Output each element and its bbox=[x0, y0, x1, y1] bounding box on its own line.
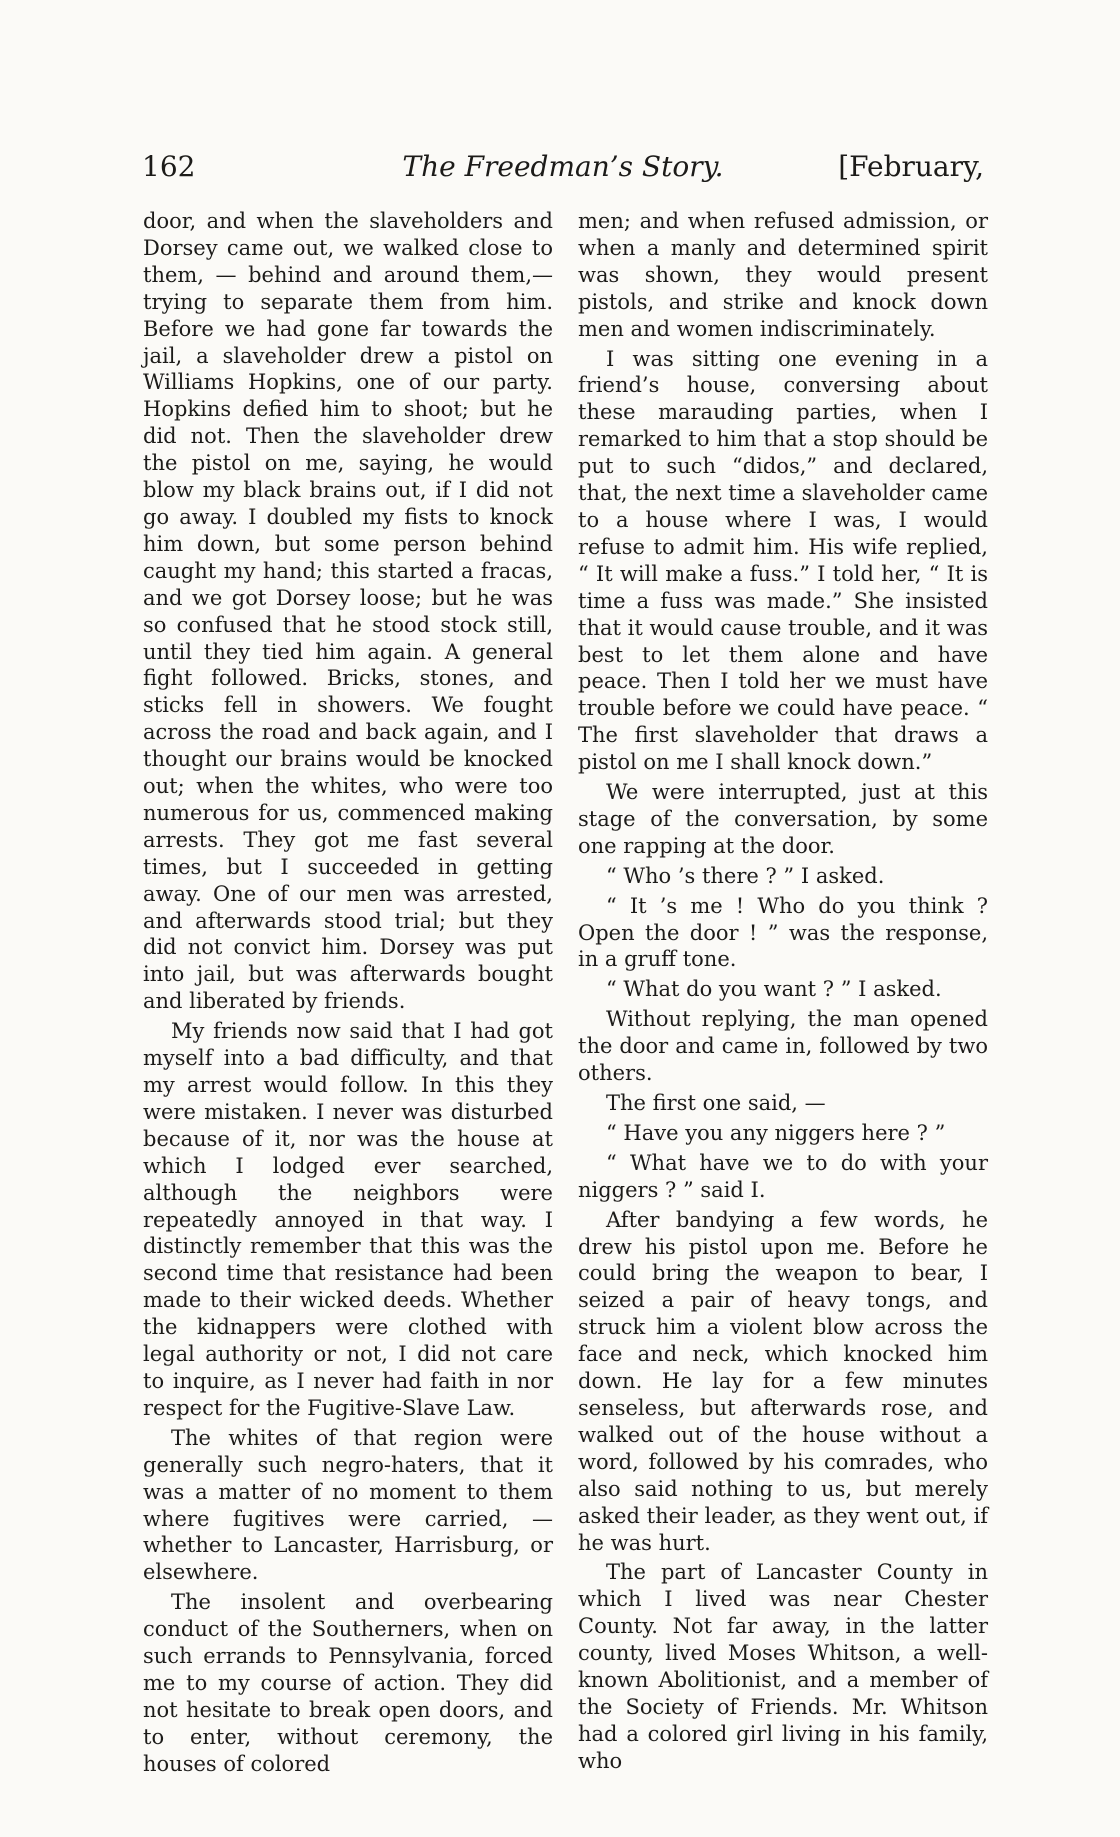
paragraph: Without replying, the man opened the door and came in, followed by two others. bbox=[578, 1007, 988, 1086]
paragraph: “ What have we to do with your niggers ? ” said I. bbox=[578, 1150, 988, 1202]
paragraph: We were interrupted, just at this stage of the conversation, by some one rapping at the door. bbox=[578, 780, 988, 858]
paragraph: “ Have you any niggers here ? ” bbox=[606, 1120, 946, 1145]
paragraph: The part of Lancaster County in which I lived was near Chester County. Not far away, in the latter county, lived Moses Whitson, a well-known Abolitionist, and a member of the Society of Friends. Mr. Whitson had a colored girl living in his family, who bbox=[578, 1560, 988, 1773]
paragraph: door, and when the slaveholders and Dorsey came out, we walked close to them, — behind and around them,—trying to separate them from him. Before we had gone far towards the jail, a slaveholder drew a pistol on Williams Hopkins, one of our party. Hopkins defied him to shoot; but he did not. Then the slaveholder drew the pistol on me, saying, he would blow my black brains out, if I did not go away. I doubled my fists to knock him down, but some person behind caught my hand; this started a fracas, and we got Dorsey loose; but he was so confused that he stood stock still, until they tied him again. A general fight followed. Bricks, stones, and sticks fell in showers. We fought across the road and back again, and I thought our brains would be knocked out; when the whites, who were too numerous for us, commenced making arrests. They got me fast several times, but I succeeded in getting away. One of our men was arrested, and afterwards stood trial; but they did not convict him. Dorsey was put into jail, but was afterwards bought and liberated by friends. bbox=[143, 209, 553, 1014]
right-column bbox=[578, 208, 988, 1775]
paragraph: After bandying a few words, he drew his pistol upon me. Before he could bring the weapon to bear, I seized a pair of heavy tongs, and struck him a violent blow across the face and neck, which knocked him down. He lay for a few minutes senseless, but afterwards rose, and walked out of the house without a word, followed by his comrades, who also said nothing to us, but merely asked their leader, as they went out, if he was hurt. bbox=[578, 1207, 988, 1555]
paragraph: The first one said, — bbox=[606, 1091, 826, 1115]
paragraph: The whites of that region were generally such negro-haters, that it was a matter of no moment to them where fugitives were carried, — whether to Lancaster, Harrisburg, or elsewhere. bbox=[143, 1425, 553, 1585]
left-column bbox=[143, 208, 553, 1778]
paragraph: The insolent and overbearing conduct of the Southerners, when on such errands to Pennsylvania, forced me to my course of action. They did not hesitate to break open doors, and to enter, without ceremony, the houses of colored bbox=[143, 1590, 553, 1776]
paragraph: “ It ’s me ! Who do you think ? Open the door ! ” was the response, in a gruff tone. bbox=[578, 893, 988, 972]
paragraph: men; and when refused admission, or when a manly and determined spirit was shown, they would present pistols, and strike and knock down men and women indiscriminately. bbox=[578, 209, 988, 341]
header-month: [February, bbox=[838, 150, 984, 183]
page-number: 162 bbox=[142, 150, 196, 183]
page-header bbox=[142, 150, 984, 190]
paragraph: “ Who ’s there ? ” I asked. bbox=[606, 863, 885, 888]
paragraph: I was sitting one evening in a friend’s house, conversing about these marauding parties, when I remarked to him that a stop should be put to such “didos,” and declared, that, the next time a slaveholder came to a house where I was, I would refuse to admit him. His wife replied, “ It will make a fuss.” I told her, “ It is time a fuss was made.” She insisted that it would cause trouble, and it was best to let them alone and have peace. Then I told her we must have trouble before we could have peace. “ The first slaveholder that draws a pistol on me I shall knock down.” bbox=[578, 346, 989, 775]
paragraph: My friends now said that I had got myself into a bad difficulty, and that my arrest would follow. In this they were mistaken. I never was disturbed because of it, nor was the house at which I lodged ever searched, although the neighbors were repeatedly annoyed in that way. I distinctly remember that this was the second time that resistance had been made to their wicked deeds. Whether the kidnappers were clothed with legal authority or not, I did not care to inquire, as I never had faith in nor respect for the Fugitive-Slave Law. bbox=[143, 1019, 553, 1420]
paragraph: “ What do you want ? ” I asked. bbox=[606, 977, 942, 1002]
running-title: The Freedman’s Story. bbox=[402, 150, 724, 183]
